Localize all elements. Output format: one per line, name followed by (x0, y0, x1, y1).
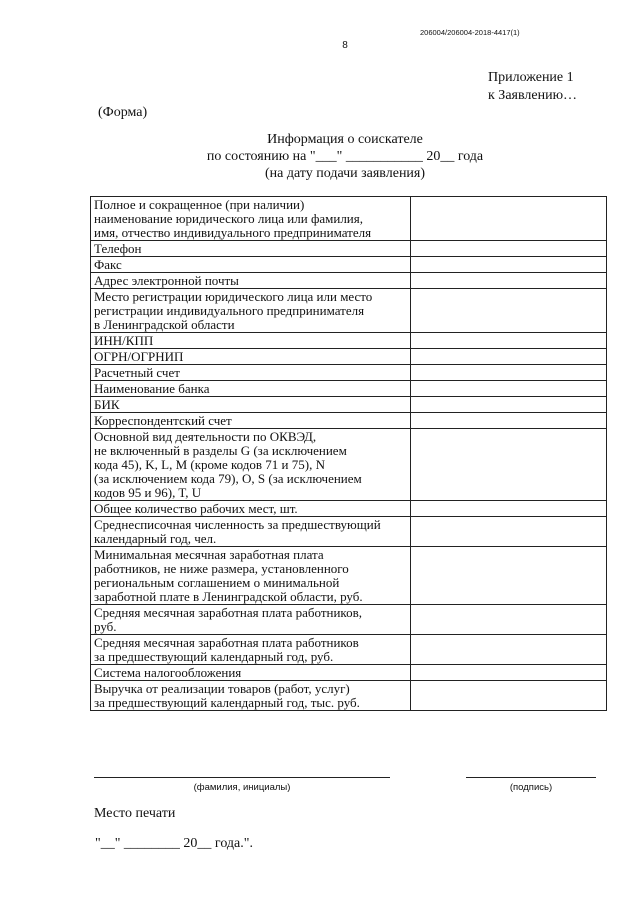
table-row (91, 365, 607, 381)
table-row (91, 289, 607, 333)
name-caption: (фамилия, инициалы) (193, 782, 291, 793)
value-cell[interactable] (411, 501, 607, 517)
value-cell[interactable] (411, 197, 607, 241)
row-label: Минимальная месячная заработная плата работников, не ниже размера, установленного региональным соглашением о минимальной заработной плате в Ленинградской области, руб. (91, 547, 411, 605)
value-cell[interactable] (411, 635, 607, 665)
value-cell[interactable] (411, 681, 607, 711)
signature-caption: (подпись) (509, 782, 553, 793)
name-signature-line (94, 777, 390, 778)
row-label: Общее количество рабочих мест, шт. (91, 501, 411, 517)
page-number: 8 (342, 40, 348, 51)
table-row (91, 501, 607, 517)
value-cell[interactable] (411, 605, 607, 635)
document-id: 206004/206004-2018-4417(1) (420, 28, 520, 37)
table-row (91, 241, 607, 257)
value-cell[interactable] (411, 365, 607, 381)
row-label: ИНН/КПП (91, 333, 411, 349)
row-label: Система налогообложения (91, 665, 411, 681)
row-label: Среднесписочная численность за предшествующий календарный год, чел. (91, 517, 411, 547)
value-cell[interactable] (411, 273, 607, 289)
row-label: Наименование банка (91, 381, 411, 397)
table-row (91, 197, 607, 241)
row-label: Корреспондентский счет (91, 413, 411, 429)
table-row (91, 429, 607, 501)
applicant-info-table (90, 196, 607, 711)
value-cell[interactable] (411, 257, 607, 273)
table-row (91, 333, 607, 349)
table-row (91, 665, 607, 681)
row-label: Адрес электронной почты (91, 273, 411, 289)
value-cell[interactable] (411, 333, 607, 349)
table-row (91, 635, 607, 665)
value-cell[interactable] (411, 289, 607, 333)
row-label: Факс (91, 257, 411, 273)
table-row (91, 547, 607, 605)
form-label: (Форма) (98, 105, 148, 120)
table-row (91, 413, 607, 429)
row-label: Место регистрации юридического лица или место регистрации индивидуального предпринимателя в Ленинградской области (91, 289, 411, 333)
title-line-2: по состоянию на "___" ___________ 20__ года (206, 149, 484, 164)
row-label: Средняя месячная заработная плата работников, руб. (91, 605, 411, 635)
title-line-1: Информация о соискателе (267, 132, 423, 147)
row-label: Основной вид деятельности по ОКВЭД, не включенный в разделы G (за исключением кода 45), K, L, M (кроме кодов 71 и 75), N (за исключением кода 79), O, S (за исключением кодов 95 и 96), T, U (91, 429, 411, 501)
signature-line (466, 777, 596, 778)
date-line: "__" ________ 20__ года.". (95, 836, 253, 851)
value-cell[interactable] (411, 429, 607, 501)
value-cell[interactable] (411, 349, 607, 365)
table-row (91, 257, 607, 273)
annex-line-1: Приложение 1 (488, 70, 574, 85)
table-row (91, 349, 607, 365)
value-cell[interactable] (411, 665, 607, 681)
table-row (91, 681, 607, 711)
row-label: Средняя месячная заработная плата работников за предшествующий календарный год, руб. (91, 635, 411, 665)
title-line-3: (на дату подачи заявления) (264, 166, 426, 181)
value-cell[interactable] (411, 397, 607, 413)
value-cell[interactable] (411, 381, 607, 397)
value-cell[interactable] (411, 547, 607, 605)
value-cell[interactable] (411, 413, 607, 429)
table-row (91, 397, 607, 413)
document-title (100, 131, 590, 182)
row-label: ОГРН/ОГРНИП (91, 349, 411, 365)
value-cell[interactable] (411, 517, 607, 547)
table-row (91, 605, 607, 635)
row-label: БИК (91, 397, 411, 413)
table-row (91, 273, 607, 289)
row-label: Телефон (91, 241, 411, 257)
stamp-place: Место печати (94, 806, 176, 821)
table-row (91, 381, 607, 397)
row-label: Расчетный счет (91, 365, 411, 381)
table-row (91, 517, 607, 547)
value-cell[interactable] (411, 241, 607, 257)
annex-line-2: к Заявлению… (488, 88, 578, 103)
annex-reference (488, 69, 577, 105)
row-label: Полное и сокращенное (при наличии) наименование юридического лица или фамилия, имя, отчество индивидуального предпринимателя (91, 197, 411, 241)
row-label: Выручка от реализации товаров (работ, услуг) за предшествующий календарный год, тыс. руб. (91, 681, 411, 711)
